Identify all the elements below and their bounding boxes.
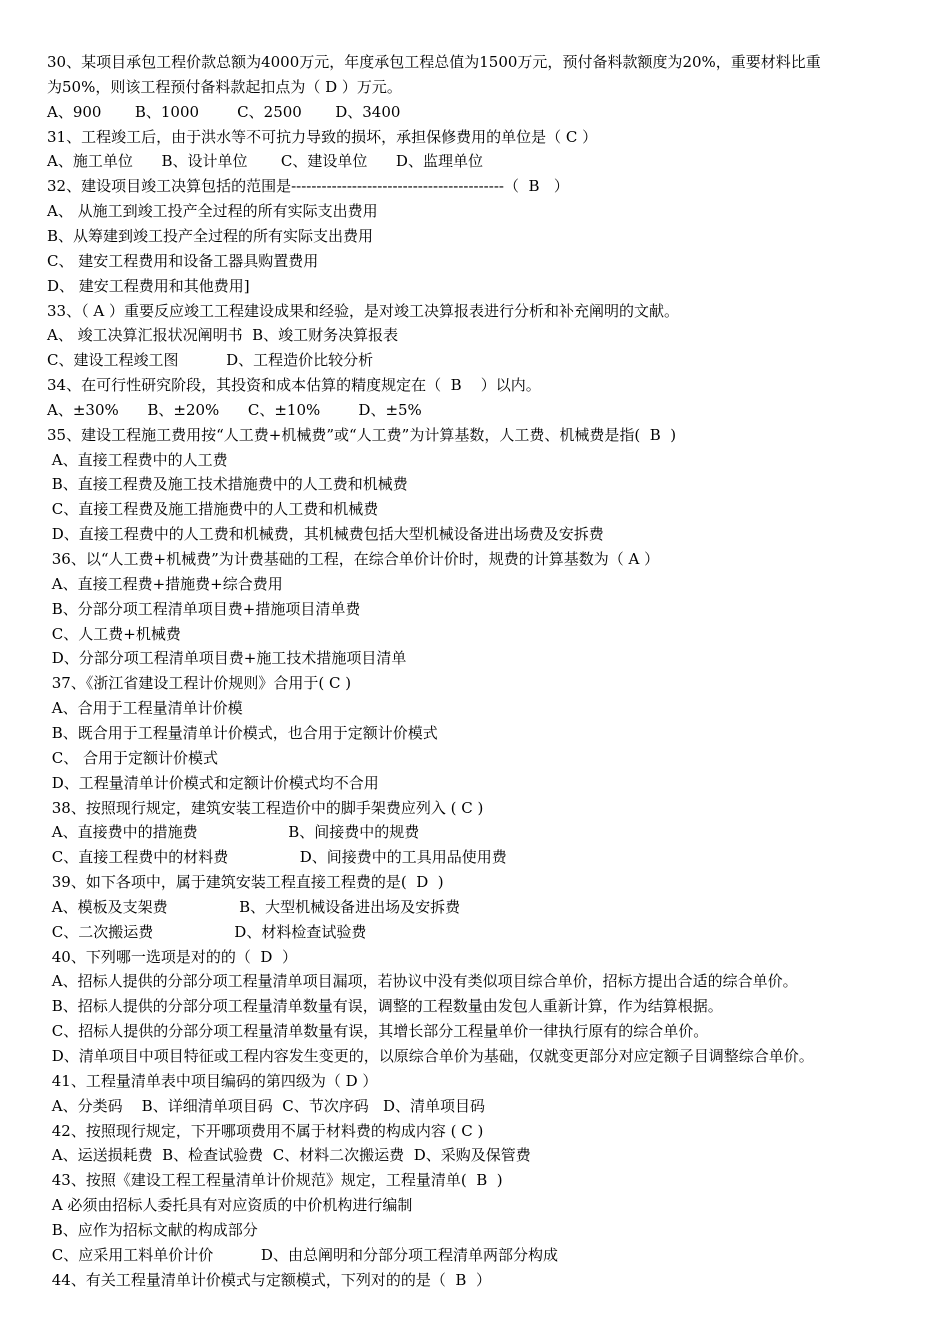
text-line: 39、如下各项中，属于建筑安装工程直接工程费的是( D ) (47, 873, 444, 892)
text-line: B、分部分项工程清单项目费+措施项目清单费 (47, 599, 361, 618)
text-line: B、既合用于工程量清单计价模式，也合用于定额计价模式 (47, 723, 438, 742)
text-line: A、模板及支架费 B、大型机械设备进出场及安拆费 (47, 897, 461, 916)
text-line: C、应采用工料单价计价 D、由总阐明和分部分项工程清单两部分构成 (47, 1245, 558, 1264)
text-line: A、±30% B、±20% C、±10% D、±5% (47, 400, 422, 419)
text-line: 41、工程量清单表中项目编码的第四级为（ D ） (47, 1071, 378, 1090)
text-line: 36、以“人工费+机械费”为计费基础的工程，在综合单价计价时，规费的计算基数为（ A ） (47, 550, 660, 568)
text-line: A、 从施工到竣工投产全过程的所有实际支出费用 (47, 202, 378, 221)
text-line: C、二次搬运费 D、材料检查试验费 (47, 922, 367, 941)
text-line: 32、建设项目竣工决算包括的范围是------------------------------------------（ B ） (47, 177, 569, 196)
text-line: A、分类码 B、详细清单项目码 C、节次序码 D、清单项目码 (47, 1096, 486, 1115)
text-line: 为50%，则该工程预付备料款起扣点为（ D ）万元。 (47, 77, 402, 96)
text-line: 38、按照现行规定，建筑安装工程造价中的脚手架费应列入 ( C ) (47, 798, 484, 817)
text-line: C、直接工程费中的材料费 D、间接费中的工具用品使用费 (47, 848, 507, 867)
text-line: A、运送损耗费 B、检查试验费 C、材料二次搬运费 D、采购及保管费 (47, 1146, 531, 1165)
text-line: A、施工单位 B、设计单位 C、建设单位 D、监理单位 (47, 152, 483, 171)
text-line: 43、按照《建设工程工程量清单计价规范》规定，工程量清单( B ) (47, 1171, 503, 1190)
text-line: A、直接工程费+措施费+综合费用 (47, 574, 283, 593)
text-line: 31、工程竣工后，由于洪水等不可抗力导致的损坏，承担保修费用的单位是（ C ） (47, 127, 598, 146)
text-line: A、900 B、1000 C、2500 D、3400 (47, 102, 401, 121)
text-line: A、合用于工程量清单计价模 (47, 699, 243, 718)
text-line: C、直接工程费及施工措施费中的人工费和机械费 (47, 500, 379, 519)
text-line: 33、（ A ）重要反应竣工工程建设成果和经验，是对竣工决算报表进行分析和补充阐明的文献。 (47, 301, 679, 320)
text-line: D、工程量清单计价模式和定额计价模式均不合用 (47, 773, 379, 792)
text-line: 30、某项目承包工程价款总额为4000万元，年度承包工程总值为1500万元，预付备料款额度为20%，重要材料比重 (47, 53, 821, 71)
text-line: A、直接工程费中的人工费 (47, 450, 228, 469)
text-line: C、招标人提供的分部分项工程量清单数量有误，其增长部分工程量单价一律执行原有的综合单价。 (47, 1022, 709, 1041)
text-line: D、 建安工程费用和其他费用] (47, 276, 250, 295)
text-line: 35、建设工程施工费用按“人工费+机械费”或“人工费”为计算基数，人工费、机械费是指( B ) (47, 425, 677, 444)
text-line: A、招标人提供的分部分项工程量清单项目漏项，若协议中没有类似项目综合单价，招标方提出合适的综合单价。 (47, 972, 798, 991)
text-line: B、从筹建到竣工投产全过程的所有实际支出费用 (47, 226, 374, 245)
text-line: B、招标人提供的分部分项工程量清单数量有误，调整的工程数量由发包人重新计算，作为结算根据。 (47, 997, 723, 1016)
text-line: B、应作为招标文献的构成部分 (47, 1220, 258, 1239)
text-line: A 必须由招标人委托具有对应资质的中价机构进行编制 (47, 1196, 413, 1215)
text-line: 40、下列哪一选项是对的的（ D ） (47, 947, 297, 966)
text-line: 34、在可行性研究阶段，其投资和成本估算的精度规定在（ B ）以内。 (47, 376, 541, 395)
text-line: C、人工费+机械费 (47, 624, 181, 643)
text-line: 42、按照现行规定，下开哪项费用不属于材料费的构成内容 ( C ) (47, 1121, 484, 1140)
text-line: 37、《浙江省建设工程计价规则》合用于( C ) (47, 674, 352, 693)
text-line: B、直接工程费及施工技术措施费中的人工费和机械费 (47, 475, 408, 494)
text-line: D、直接工程费中的人工费和机械费，其机械费包括大型机械设备进出场费及安拆费 (47, 525, 604, 544)
text-line: A、直接费中的措施费 B、间接费中的规费 (47, 823, 420, 842)
text-line: D、分部分项工程清单项目费+施工技术措施项目清单 (47, 649, 407, 668)
text-line: C、建设工程竣工图 D、工程造价比较分析 (47, 351, 374, 370)
text-line: 44、有关工程量清单计价模式与定额模式，下列对的的是（ B ） (47, 1270, 491, 1289)
text-line: C、 建安工程费用和设备工器具购置费用 (47, 251, 319, 270)
text-line: D、清单项目中项目特征或工程内容发生变更的，以原综合单价为基础，仅就变更部分对应定额子目调整综合单价。 (47, 1047, 814, 1065)
text-line: C、 合用于定额计价模式 (47, 748, 219, 767)
text-line: A、 竣工决算汇报状况阐明书 B、竣工财务决算报表 (47, 326, 399, 345)
